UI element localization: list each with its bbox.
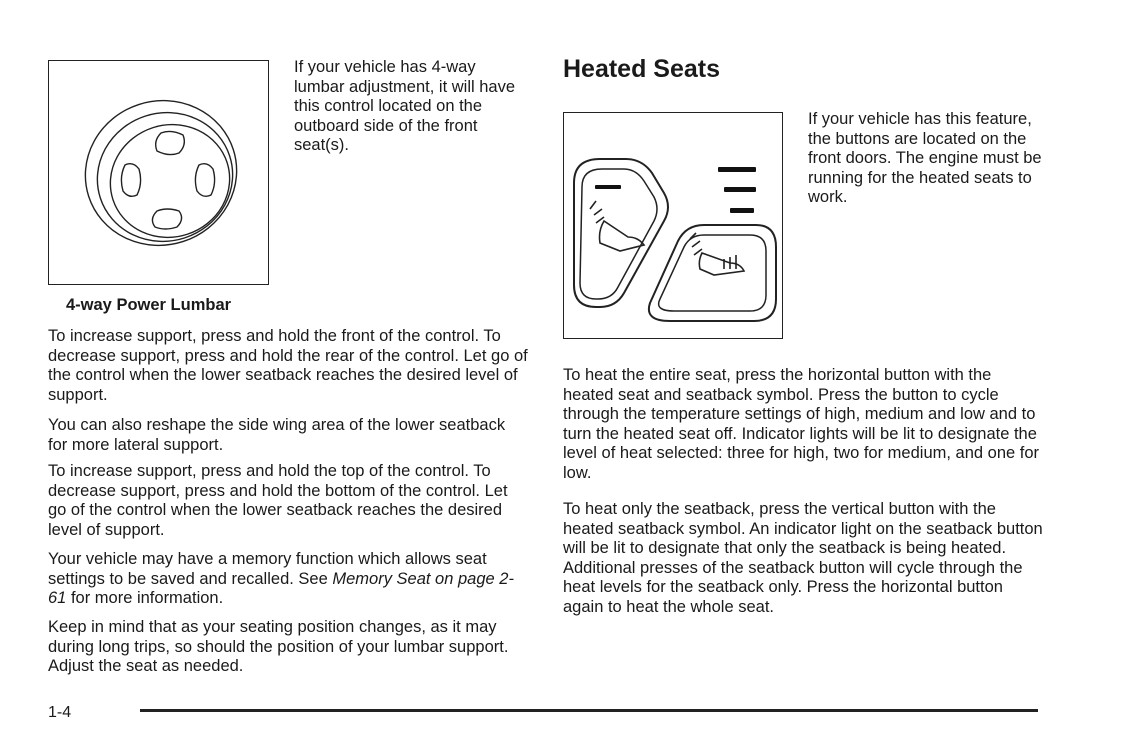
indicator-light-medium bbox=[724, 187, 756, 192]
memory-text-after: for more information. bbox=[66, 589, 224, 608]
memory-paragraph bbox=[48, 550, 528, 609]
heated-paragraph-1: To heat the entire seat, press the horizontal button with the heated seat and seatback symbol. Press the button to cycle through the temperature settings of high, medium and low and to turn the heated seat off. Indicator lights will be lit to designate the level of heat selected: three for high, two for medium, and one for low. bbox=[563, 366, 1040, 482]
lumbar-figure-caption: 4-way Power Lumbar bbox=[66, 296, 232, 314]
heated-seat-buttons-illustration bbox=[564, 113, 781, 337]
lumbar-paragraph-2: You can also reshape the side wing area of the lower seatback for more lateral support. bbox=[48, 416, 506, 454]
page-number: 1-4 bbox=[48, 704, 72, 721]
memory-text-before: Your vehicle may have a memory function which allows seat settings to be saved and recalled. See bbox=[48, 550, 487, 588]
heated-seats-heading: Heated Seats bbox=[563, 55, 721, 83]
indicator-light-high bbox=[718, 167, 756, 172]
indicator-light-low bbox=[730, 208, 754, 213]
heated-seat-buttons-figure bbox=[563, 112, 783, 339]
lumbar-paragraph-last: Keep in mind that as your seating position changes, as it may during long trips, so should the position of your lumbar support. Adjust the seat as needed. bbox=[48, 618, 509, 676]
lumbar-control-figure bbox=[48, 60, 269, 285]
footer-rule bbox=[140, 709, 1038, 712]
lumbar-paragraph-3: To increase support, press and hold the top of the control. To decrease support, press and hold the bottom of the control. Let go of the control when the lower seatback reaches the desired level of support. bbox=[48, 462, 508, 539]
heated-paragraph-2: To heat only the seatback, press the vertical button with the heated seatback symbol. An indicator light on the seatback button will be lit to designate that only the seatback is being heated. Additional presses of the seatback button will cycle through the heat levels for the seatback only. Press the horizontal button again to heat the whole seat. bbox=[563, 500, 1043, 616]
lumbar-paragraph-1: To increase support, press and hold the front of the control. To decrease support, press and hold the rear of the control. Let go of the control when the lower seatback reaches the desired level of support. bbox=[48, 327, 528, 404]
seatback-indicator-light bbox=[595, 185, 621, 189]
heated-figure-intro: If your vehicle has this feature, the buttons are located on the front doors. The engine must be running for the heated seats to work. bbox=[808, 110, 1042, 207]
lumbar-figure-intro: If your vehicle has 4-way lumbar adjustment, it will have this control located on the outboard side of the front seat(s). bbox=[294, 58, 516, 155]
memory-seat-link[interactable]: Memory Seat on page 2-61 bbox=[48, 569, 514, 608]
lumbar-knob-illustration bbox=[49, 61, 267, 283]
